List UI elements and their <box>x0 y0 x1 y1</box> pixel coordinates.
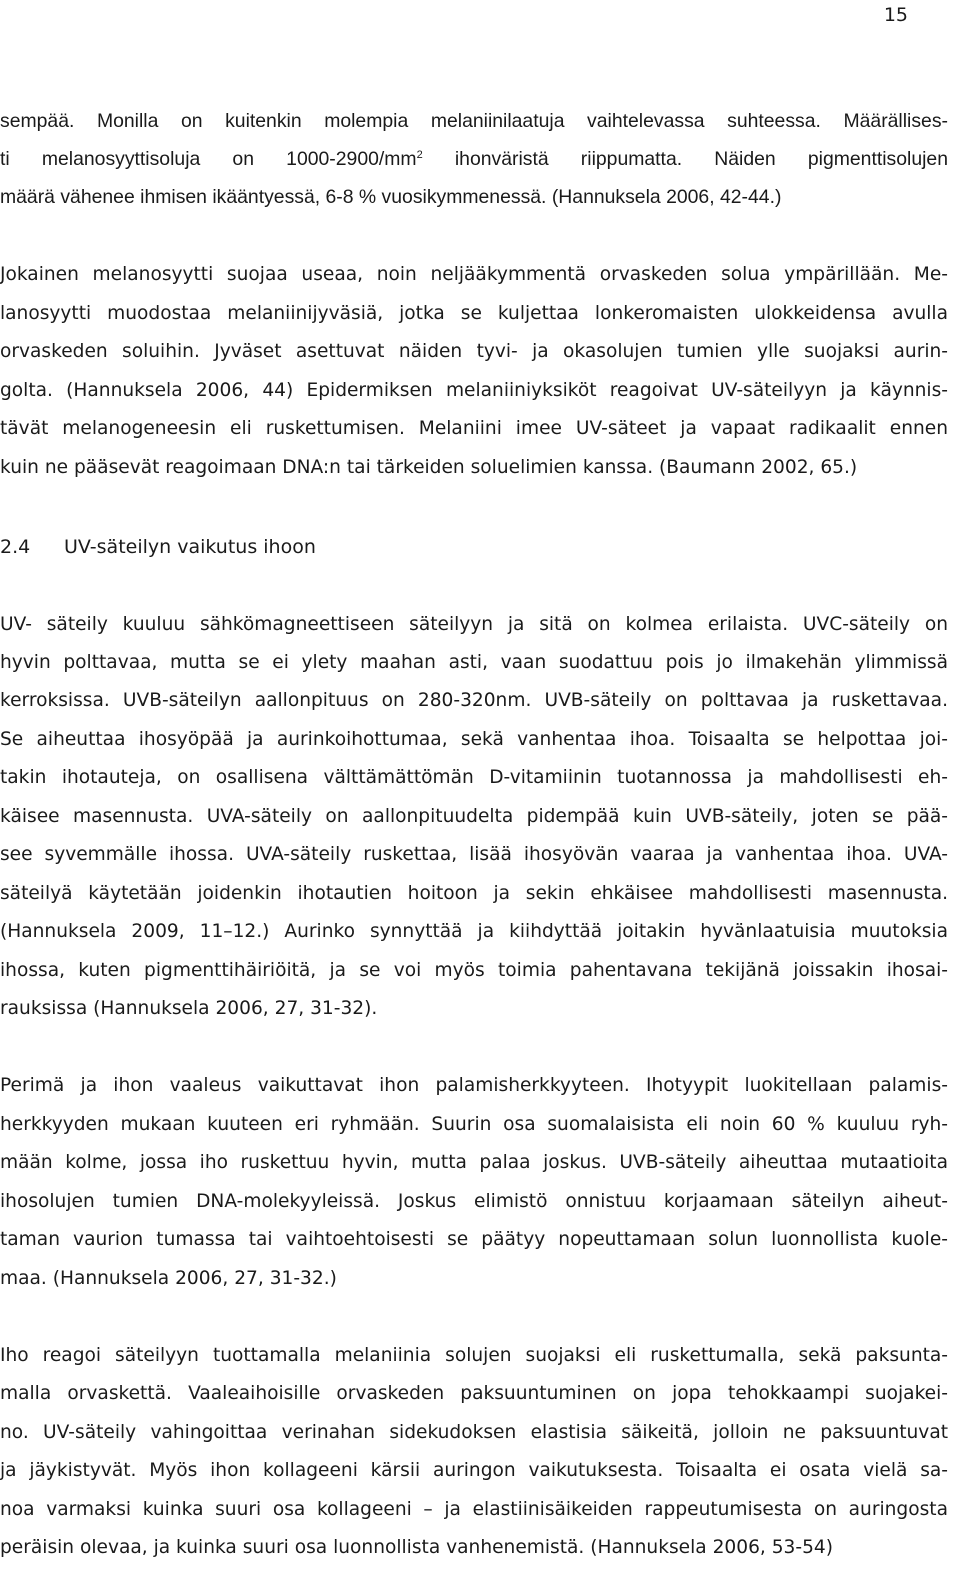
text-line: Jokainen melanosyytti suojaa useaa, noin neljääkymmentä orvaskeden solua ympärillään. Me- <box>0 264 948 285</box>
text-line: Iho reagoi säteilyyn tuottamalla melaniinia solujen suojaksi eli ruskettumalla, sekä paksunta- <box>0 1345 948 1366</box>
text-line: rauksissa (Hannuksela 2006, 27, 31-32). <box>0 998 378 1019</box>
text-line: maa. (Hannuksela 2006, 27, 31-32.) <box>0 1268 337 1289</box>
text-line: ihossa, kuten pigmenttihäiriöitä, ja se voi myös toimia pahentavana tekijänä joissakin ihosai- <box>0 960 948 981</box>
text-line: määrä vähenee ihmisen ikääntyessä, 6-8 % vuosikymmenessä. (Hannuksela 2006, 42-44.) <box>0 186 782 208</box>
text-line: takin ihotauteja, on osallisena välttämättömän D-vitamiinin tuotannossa ja mahdollisesti eh- <box>0 767 948 788</box>
superscript: 2 <box>416 149 423 161</box>
text-line: tävät melanogeneesin eli ruskettumisen. Melaniini imee UV-säteet ja vapaat radikaalit ennen <box>0 418 948 439</box>
text-line: ihosolujen tumien DNA-molekyyleissä. Joskus elimistö onnistuu korjaamaan säteilyn aiheut- <box>0 1191 948 1212</box>
text-line: noa varmaksi kuinka suuri osa kollageeni – ja elastiinisäikeiden rappeutumisesta on auringosta <box>0 1499 948 1520</box>
text-line: säteilyä käytetään joidenkin ihotautien hoitoon ja sekin ehkäisee mahdollisesti masennusta. <box>0 883 948 904</box>
text-line: lanosyytti muodostaa melaniinijyväsiä, jotka se kuljettaa lonkeromaisten ulokkeidensa avulla <box>0 303 948 324</box>
text-line: käisee masennusta. UVA-säteily on aallonpituudelta pidempää kuin UVB-säteily, joten se pää- <box>0 806 948 827</box>
text-line: peräisin olevaa, ja kuinka suuri osa luonnollista vanhenemistä. (Hannuksela 2006, 53-54) <box>0 1537 834 1558</box>
text-line: mään kolme, jossa iho ruskettuu hyvin, mutta palaa joskus. UVB-säteily aiheuttaa mutaatioita <box>0 1152 948 1173</box>
text-line: ti melanosyyttisoluja on $1000-2900/mm^2$ ihonväristä riippumatta. Näiden pigmenttisolujen <box>0 148 948 170</box>
section-number: 2.4 <box>0 536 31 558</box>
text-line: orvaskeden soluihin. Jyväset asettuvat näiden tyvi- ja okasolujen tumien ylle suojaksi aurin- <box>0 341 948 362</box>
text-line: ja jäykistyvät. Myös ihon kollageeni kärsii auringon vaikutuksesta. Toisaalta ei osata vielä sa- <box>0 1460 948 1481</box>
section-title: UV-säteilyn vaikutus ihoon <box>64 536 316 558</box>
text-line: Se aiheuttaa ihosyöpää ja aurinkoihottumaa, sekä vanhentaa ihoa. Toisaalta se helpottaa joi- <box>0 729 948 750</box>
text-line: hyvin polttavaa, mutta se ei ylety maahan asti, vaan suodattuu pois jo ilmakehän ylimmissä <box>0 652 948 673</box>
text-line: kerroksissa. UVB-säteilyn aallonpituus on 280-320nm. UVB-säteily on polttavaa ja ruskettavaa. <box>0 690 948 711</box>
page-number: 15 <box>883 4 908 26</box>
text-line: (Hannuksela 2009, 11–12.) Aurinko synnyttää ja kiihdyttää joitakin hyvänlaatuisia muutoksia <box>0 921 948 942</box>
text-line: Perimä ja ihon vaaleus vaikuttavat ihon palamisherkkyyteen. Ihotyypit luokitellaan palamis- <box>0 1075 948 1096</box>
text-line: herkkyyden mukaan kuuteen eri ryhmään. Suurin osa suomalaisista eli noin 60 % kuuluu ryh- <box>0 1114 948 1135</box>
text-line: UV- säteily kuuluu sähkömagneettiseen säteilyyn ja sitä on kolmea erilaista. UVC-säteily on <box>0 614 948 635</box>
text-line: see syvemmälle ihossa. UVA-säteily ruskettaa, lisää ihosyövän vaaraa ja vanhentaa ihoa. UVA- <box>0 844 948 865</box>
text-line: sempää. Monilla on kuitenkin molempia melaniinilaatuja vaihtelevassa suhteessa. Määrällises- <box>0 110 948 132</box>
text-line: golta. (Hannuksela 2006, 44) Epidermiksen melaniiniyksiköt reagoivat UV-säteilyyn ja käynnis- <box>0 380 948 401</box>
text-line: kuin ne pääsevät reagoimaan DNA:n tai tärkeiden soluelimien kanssa. (Baumann 2002, 65.) <box>0 457 858 478</box>
section-heading <box>0 536 316 558</box>
text-line: no. UV-säteily vahingoittaa verinahan sidekudoksen elastisia säikeitä, jolloin ne paksuuntuvat <box>0 1422 948 1443</box>
text-line: malla orvaskettä. Vaaleaihoisille orvaskeden paksuuntuminen on jopa tehokkaampi suojakei- <box>0 1383 948 1404</box>
text-line: taman vaurion tumassa tai vaihtoehtoisesti se päätyy nopeuttamaan solun luonnollista kuole- <box>0 1229 948 1250</box>
